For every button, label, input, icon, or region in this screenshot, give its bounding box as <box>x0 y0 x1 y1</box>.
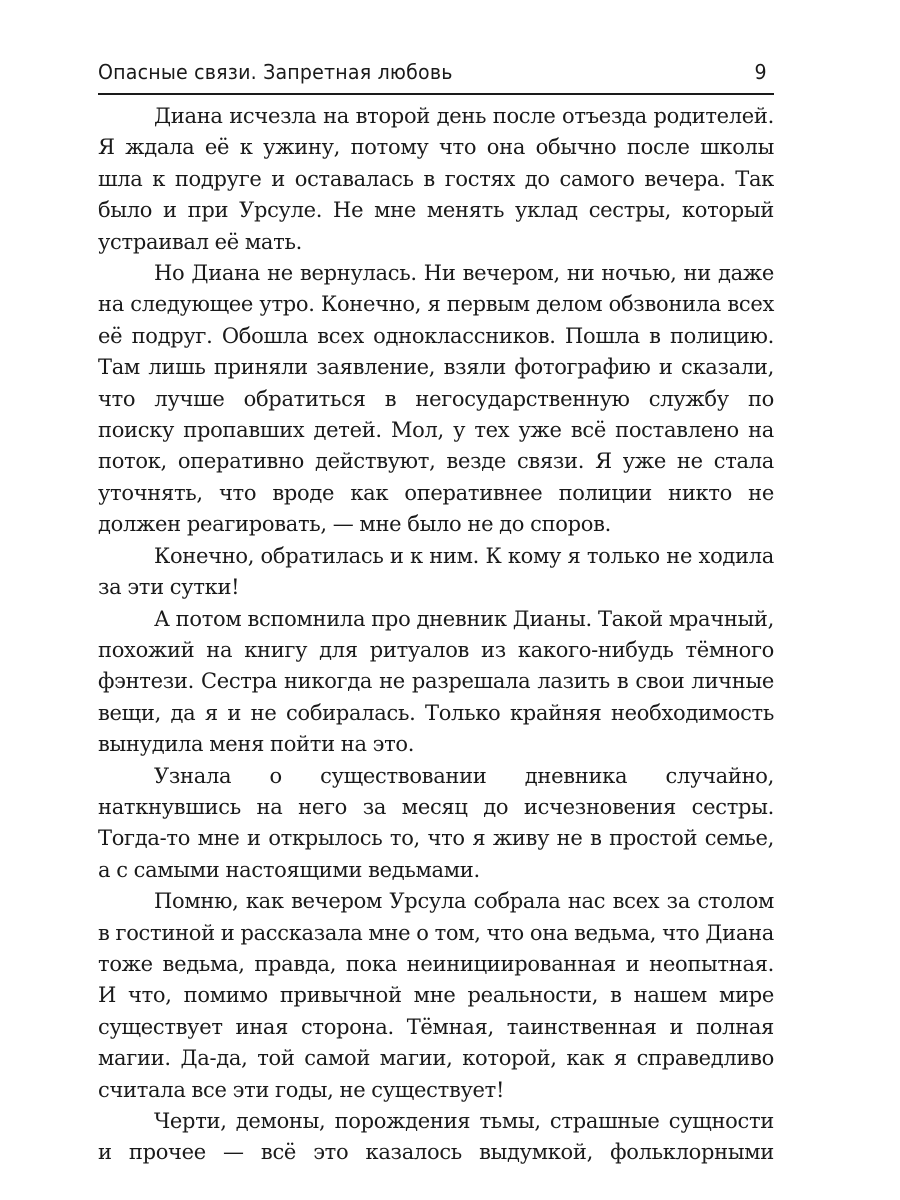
paragraph: Диана исчезла на второй день после отъезда родителей. Я ждала её к ужину, потому что она обычно после школы шла к подруге и оставалась в гостях до самого вечера. Так было и при Урсуле. Не мне менять уклад сестры, который устраивал её мать. <box>98 104 774 254</box>
paragraph: Но Диана не вернулась. Ни вечером, ни ночью, ни даже на следующее утро. Конечно, я первым делом обзвонила всех её подруг. Обошла всех одноклассников. Пошла в полицию. Там лишь приняли заявление, взяли фотографию и сказали, что лучше обратиться в негосударственную службу по поиску пропавших детей. Мол, у тех уже всё поставлено на поток, оперативно действуют, везде связи. Я уже не стала уточнять, что вроде как оперативнее полиции никто не должен реагировать, — мне было не до споров. <box>98 261 774 537</box>
paragraph: Конечно, обратилась и к ним. К кому я только не ходила за эти сутки! <box>98 543 774 600</box>
body-text <box>98 101 774 1169</box>
paragraph: А потом вспомнила про дневник Дианы. Такой мрачный, похожий на книгу для ритуалов из какого-нибудь тёмного фэнтези. Сестра никогда не разрешала лазить в свои личные вещи, да я и не собиралась. Только крайняя необходимость вынудила меня пойти на это. <box>98 606 774 757</box>
paragraph: Черти, демоны, порождения тьмы, страшные сущности и прочее — всё это казалось выдумкой, фольклорными <box>98 1109 774 1165</box>
paragraph: Помню, как вечером Урсула собрала нас всех за столом в гостиной и рассказала мне о том, что она ведьма, что Диана тоже ведьма, правда, пока неинициированная и неопытная. И что, помимо привычной мне реальности, в нашем мире существует иная сторона. Тёмная, таинственная и полная магии. Да-да, той самой магии, которой, как я справедливо считала все эти годы, не существует! <box>98 889 774 1102</box>
paragraph: Узнала о существовании дневника случайно, наткнувшись на него за месяц до исчезновения сестры. Тогда-то мне и открылось то, что я живу не в простой семье, а с самыми настоящими ведьмами. <box>98 763 774 882</box>
running-head <box>98 58 767 90</box>
page-number: 9 <box>754 60 767 84</box>
running-title: Опасные связи. Запретная любовь <box>98 60 453 84</box>
header-rule <box>98 93 774 95</box>
